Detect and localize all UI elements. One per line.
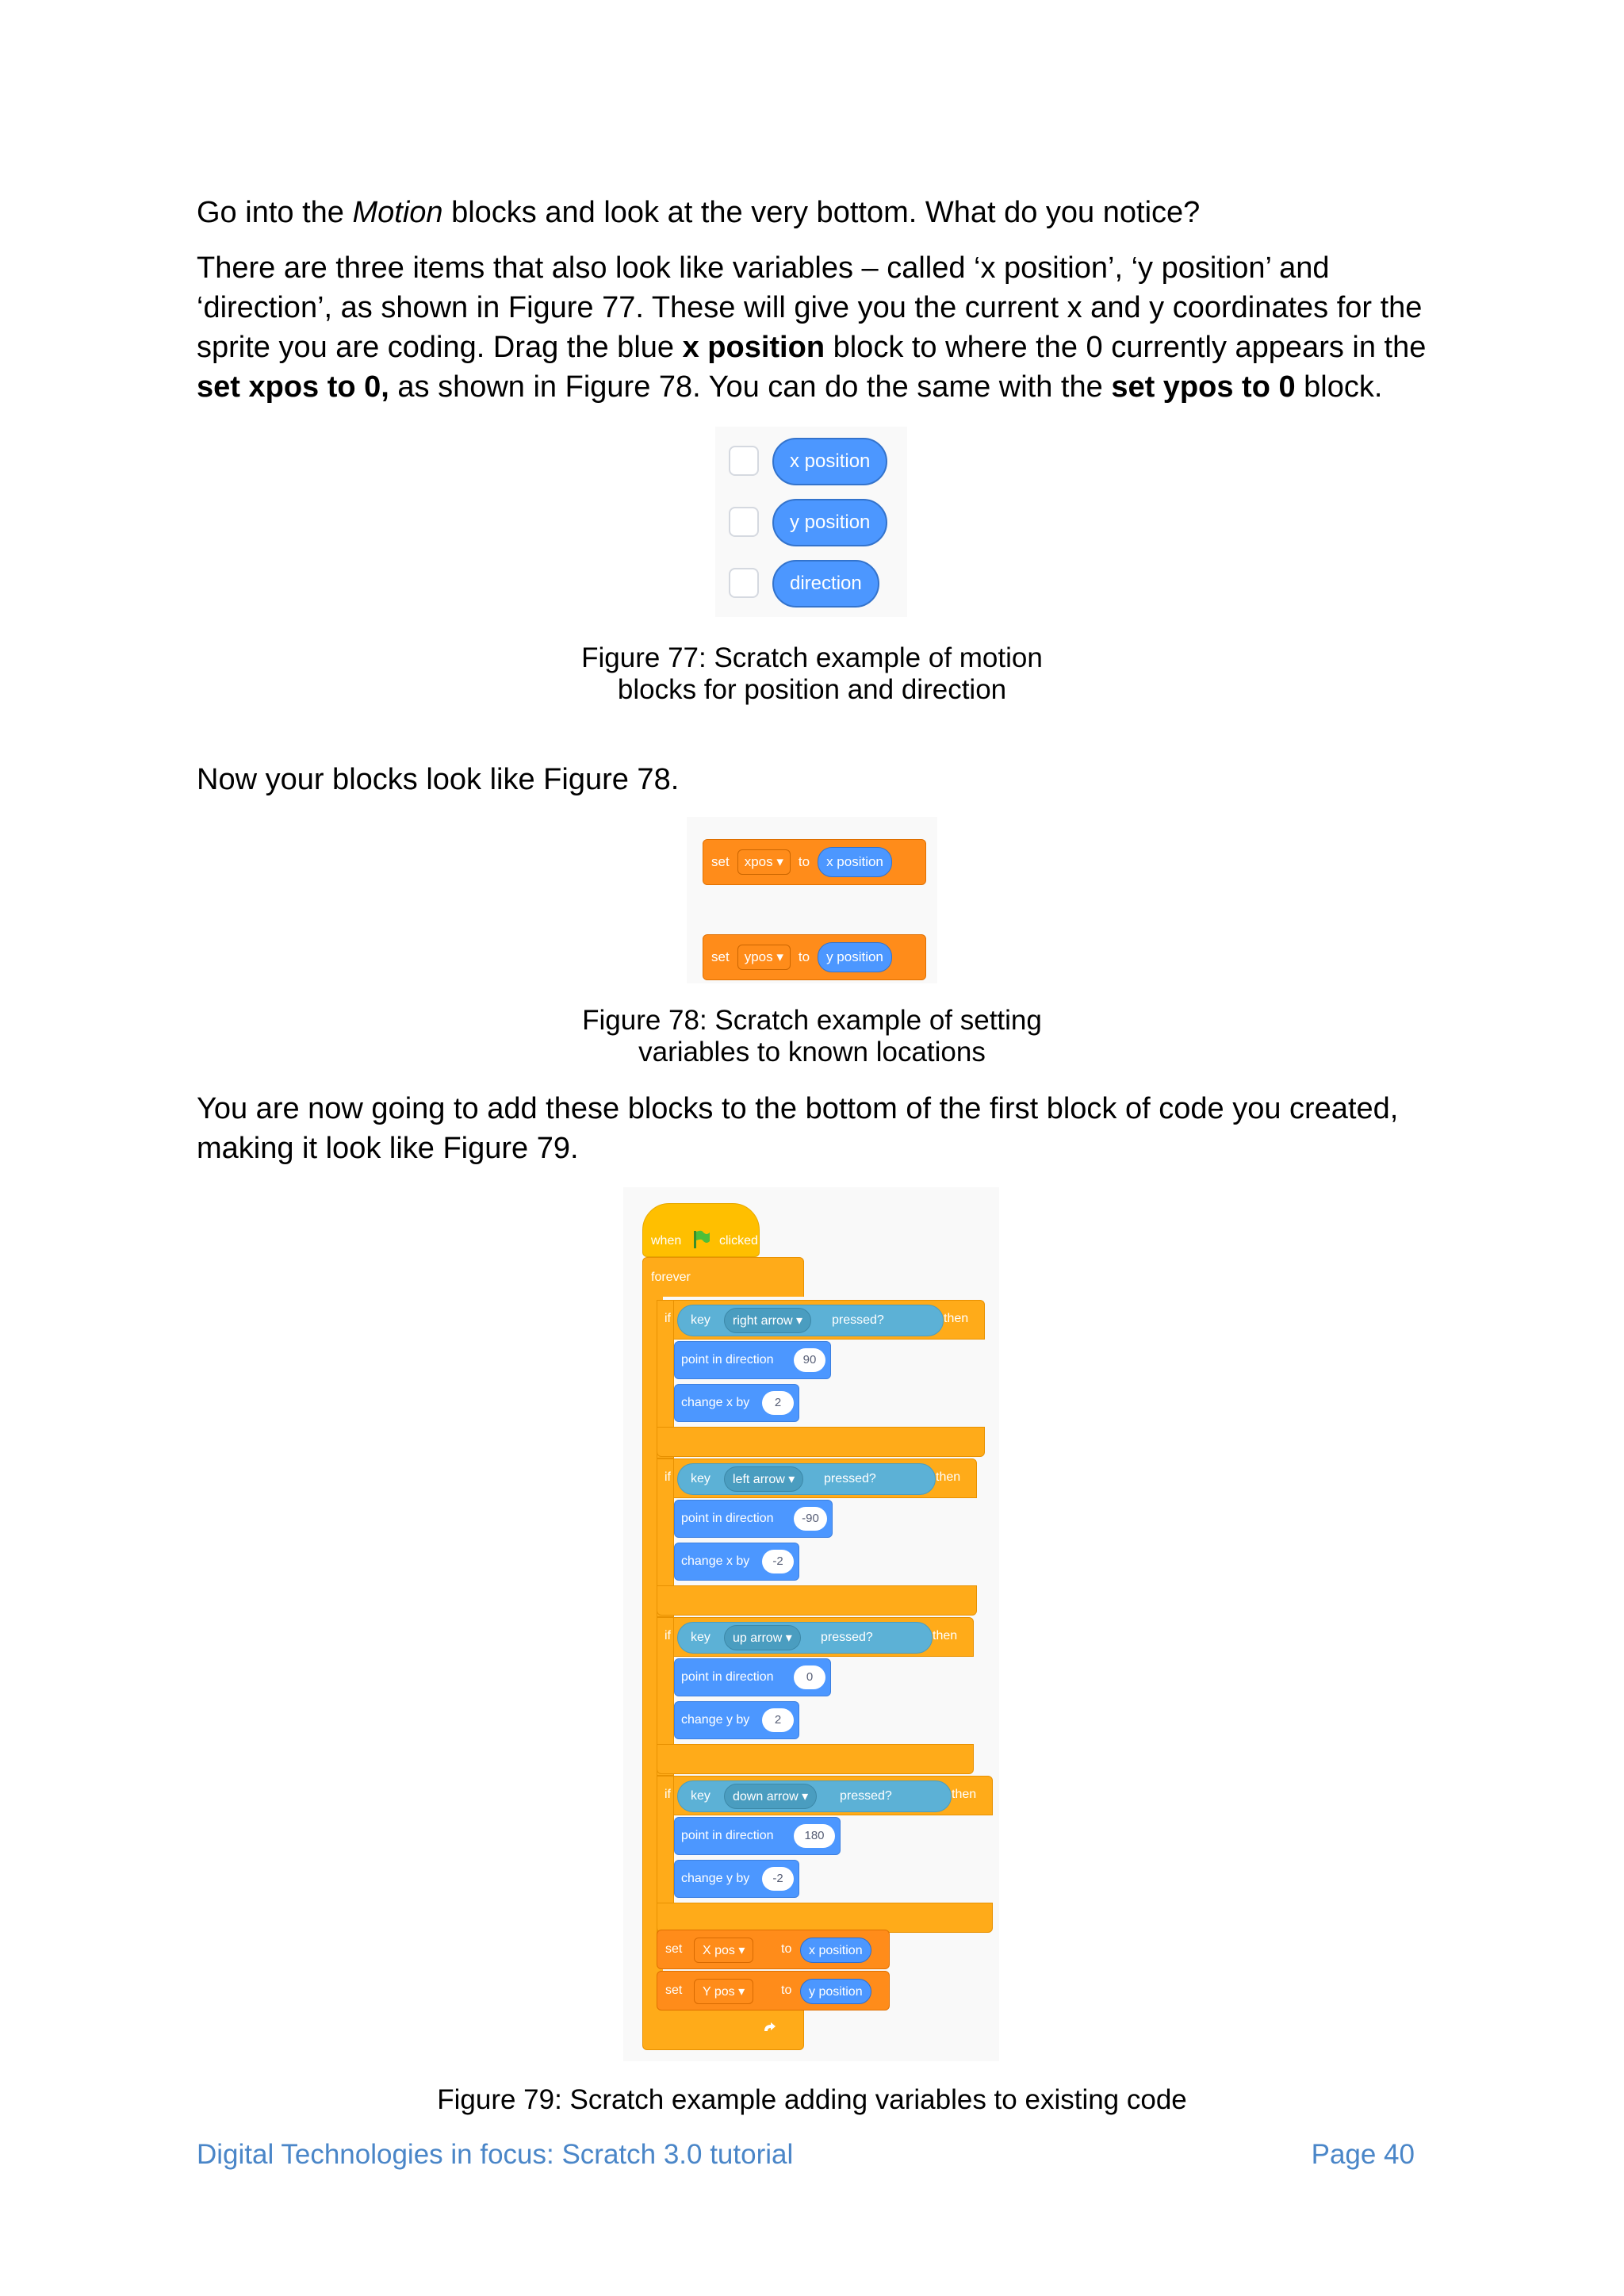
figure-78-image [687,817,937,983]
change-y-label: change y by [681,1872,750,1885]
key-pressed-sensing[interactable] [677,1463,936,1495]
checkbox[interactable] [729,568,759,598]
dropdown-value: ypos [744,949,773,964]
set-label: set [711,949,730,964]
figure-77-caption-line2: blocks for position and direction [617,674,1007,705]
key-dropdown[interactable]: down arrow ▾ [724,1784,817,1809]
point-in-direction-block[interactable] [674,1341,831,1379]
x-position-reporter[interactable]: x position [800,1938,871,1963]
direction-input[interactable]: 0 [794,1665,825,1689]
direction-input[interactable]: 180 [794,1824,835,1848]
key-pressed-sensing[interactable] [677,1622,933,1654]
text: block to where the 0 currently appears in the [825,331,1427,364]
checkbox[interactable] [729,507,759,537]
point-label: point in direction [681,1353,774,1366]
variable-dropdown[interactable]: X pos ▾ [694,1938,753,1963]
pressed-label: pressed? [840,1789,892,1803]
to-label: to [798,949,810,964]
change-x-label: change x by [681,1554,750,1568]
paragraph-add-blocks: You are now going to add these blocks to the bottom of the first block of code you created, making it look like Figure 79. [197,1092,1399,1165]
change-y-label: change y by [681,1713,750,1727]
point-label: point in direction [681,1829,774,1842]
direction-reporter[interactable]: direction [772,560,879,608]
if-right-arrow-bottom [657,1427,985,1457]
dropdown-value: left arrow [733,1473,785,1486]
set-label: set [665,1984,683,1997]
change-x-block[interactable] [674,1384,799,1422]
text: There are three items that also look like variables – called ‘x position’, ‘y position’ and ‘direction’, as shown in Figure 77. These will give you the current x and y coordinates for the sprite you are coding. Drag the blue [197,251,1423,364]
point-in-direction-block[interactable] [674,1500,833,1538]
dropdown-value: down arrow [733,1790,799,1803]
key-pressed-sensing[interactable] [677,1780,952,1812]
pressed-label: pressed? [824,1472,876,1485]
set-xpos-block[interactable] [703,839,926,885]
forever-label: forever [651,1271,691,1284]
if-label: if [665,1629,671,1642]
then-label: then [936,1470,961,1484]
to-label: to [781,1984,792,1997]
then-label: then [944,1312,969,1325]
change-x-label: change x by [681,1396,750,1409]
bold-text: set xpos to 0, [197,370,389,404]
clicked-label: clicked [719,1234,758,1248]
point-in-direction-block[interactable] [674,1817,841,1855]
footer-page-number: Page 40 [1311,2139,1415,2170]
paragraph-blocks-look: Now your blocks look like Figure 78. [197,763,680,796]
change-x-block[interactable] [674,1543,799,1581]
if-label: if [665,1312,671,1325]
set-y-pos-block[interactable] [657,1971,890,2010]
set-x-pos-block[interactable] [657,1930,890,1969]
footer-title: Digital Technologies in focus: Scratch 3.0 tutorial [197,2139,794,2170]
then-label: then [952,1788,977,1801]
green-flag-icon [692,1229,711,1250]
when-label: when [651,1234,682,1248]
if-label: if [665,1788,671,1801]
point-label: point in direction [681,1670,774,1684]
figure-77-caption-line1: Figure 77: Scratch example of motion [581,642,1043,673]
change-y-block[interactable] [674,1701,799,1739]
key-dropdown[interactable]: right arrow ▾ [724,1308,811,1333]
pressed-label: pressed? [821,1631,873,1644]
key-label: key [691,1313,710,1327]
key-pressed-sensing[interactable] [677,1305,944,1336]
bold-text: x position [682,331,825,364]
dropdown-value: Y pos [703,1985,735,1999]
emphasis: Motion [352,196,443,229]
then-label: then [933,1629,958,1642]
change-input[interactable]: -2 [762,1550,794,1573]
text: as shown in Figure 78. You can do the same with the [389,370,1112,404]
x-position-reporter[interactable]: x position [818,847,892,877]
loop-arrow-icon [760,2020,779,2039]
if-up-arrow-bottom [657,1744,974,1774]
figure-79-image [623,1187,999,2061]
figure-79-caption: Figure 79: Scratch example adding variables to existing code [437,2084,1187,2115]
key-dropdown[interactable]: left arrow ▾ [724,1466,803,1492]
if-left-arrow-bottom [657,1585,977,1616]
dropdown-value: xpos [744,854,773,869]
dropdown-value: right arrow [733,1314,793,1328]
dropdown-value: up arrow [733,1631,783,1645]
figure-77-image [715,427,907,617]
paragraph-motion-intro [197,193,1434,232]
text: Go into the [197,196,353,229]
set-label: set [665,1942,683,1956]
x-position-reporter[interactable]: x position [772,438,887,485]
key-label: key [691,1472,710,1485]
change-y-block[interactable] [674,1860,799,1898]
figure-78-caption-line1: Figure 78: Scratch example of setting [582,1005,1042,1036]
if-down-arrow-bottom [657,1903,993,1933]
checkbox[interactable] [729,446,759,476]
y-position-reporter[interactable]: y position [772,499,887,546]
set-ypos-block[interactable] [703,934,926,980]
y-position-reporter[interactable]: y position [800,1979,871,2004]
key-dropdown[interactable]: up arrow ▾ [724,1625,801,1650]
to-label: to [781,1942,792,1956]
dropdown-value: X pos [703,1944,735,1957]
when-flag-clicked-block[interactable] [642,1203,760,1257]
variable-dropdown[interactable]: ypos ▾ [737,945,791,970]
if-label: if [665,1470,671,1484]
key-label: key [691,1631,710,1644]
change-input[interactable]: -2 [762,1867,794,1891]
pressed-label: pressed? [832,1313,884,1327]
variable-dropdown[interactable]: xpos ▾ [737,849,791,875]
figure-78-caption-line2: variables to known locations [638,1037,986,1068]
direction-input[interactable]: -90 [794,1507,827,1531]
text: block. [1295,370,1383,404]
point-label: point in direction [681,1512,774,1525]
to-label: to [798,854,810,869]
bold-text: set ypos to 0 [1111,370,1296,404]
set-label: set [711,854,730,869]
key-label: key [691,1789,710,1803]
text: blocks and look at the very bottom. What do you notice? [442,196,1201,229]
point-in-direction-block[interactable] [674,1658,831,1696]
change-input[interactable]: 2 [762,1708,794,1732]
paragraph-position-explanation [197,248,1434,407]
y-position-reporter[interactable]: y position [818,942,892,972]
direction-input[interactable]: 90 [794,1348,825,1372]
variable-dropdown[interactable]: Y pos ▾ [694,1979,753,2004]
change-input[interactable]: 2 [762,1391,794,1415]
